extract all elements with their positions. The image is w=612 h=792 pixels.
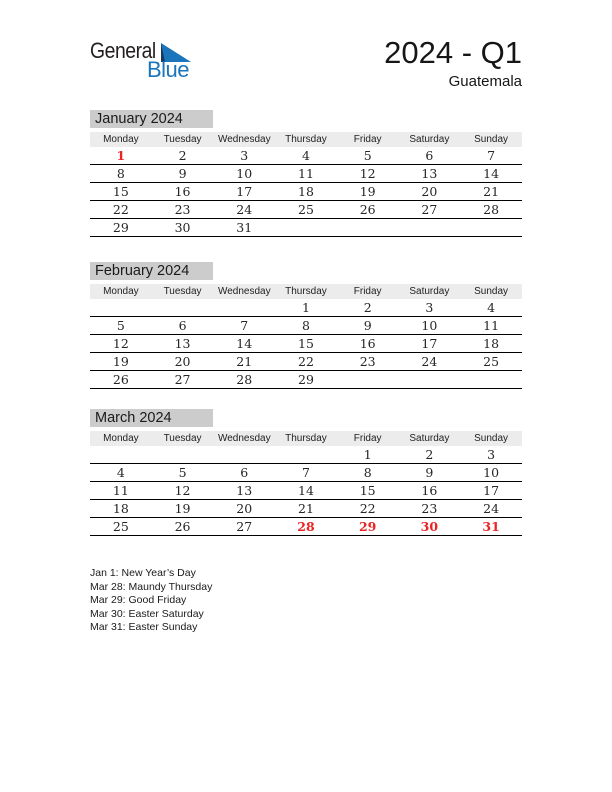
day-cell: 9	[399, 464, 461, 482]
day-cell: 10	[460, 464, 522, 482]
day-cell: 24	[213, 201, 275, 219]
empty-day-cell	[399, 219, 461, 237]
day-cell: 15	[337, 482, 399, 500]
month-title: February 2024	[90, 262, 213, 280]
day-cell: 3	[213, 147, 275, 165]
day-cell: 18	[90, 500, 152, 518]
month-calendar-table	[90, 284, 522, 389]
day-cell: 15	[90, 183, 152, 201]
empty-day-cell	[275, 219, 337, 237]
day-cell: 7	[213, 317, 275, 335]
day-cell: 7	[460, 147, 522, 165]
day-cell: 25	[90, 518, 152, 536]
week-row	[90, 317, 522, 335]
day-cell: 20	[213, 500, 275, 518]
week-row	[90, 446, 522, 464]
empty-day-cell	[337, 371, 399, 389]
day-cell: 23	[152, 201, 214, 219]
empty-day-cell	[152, 299, 214, 317]
country-subtitle: Guatemala	[448, 73, 522, 90]
day-cell: 12	[152, 482, 214, 500]
day-cell: 11	[90, 482, 152, 500]
day-cell: 2	[399, 446, 461, 464]
day-cell: 9	[337, 317, 399, 335]
day-cell: 31	[460, 518, 522, 536]
day-cell: 10	[399, 317, 461, 335]
day-cell: 28	[213, 371, 275, 389]
week-row	[90, 482, 522, 500]
week-row	[90, 201, 522, 219]
day-cell: 14	[213, 335, 275, 353]
empty-day-cell	[90, 299, 152, 317]
weekday-label: Sunday	[460, 431, 522, 446]
weekday-header-row	[90, 284, 522, 299]
day-cell: 20	[152, 353, 214, 371]
weekday-label: Friday	[337, 132, 399, 147]
day-cell: 6	[399, 147, 461, 165]
day-cell: 18	[460, 335, 522, 353]
day-cell: 16	[399, 482, 461, 500]
weekday-label: Tuesday	[152, 431, 214, 446]
month-section-february	[90, 262, 522, 389]
day-cell: 3	[399, 299, 461, 317]
day-cell: 22	[275, 353, 337, 371]
general-blue-logo	[90, 40, 191, 81]
day-cell: 20	[399, 183, 461, 201]
week-row	[90, 165, 522, 183]
week-row	[90, 371, 522, 389]
day-cell: 23	[399, 500, 461, 518]
day-cell: 24	[460, 500, 522, 518]
day-cell: 9	[152, 165, 214, 183]
week-row	[90, 335, 522, 353]
day-cell: 28	[275, 518, 337, 536]
week-row	[90, 219, 522, 237]
day-cell: 16	[152, 183, 214, 201]
weekday-label: Sunday	[460, 132, 522, 147]
weekday-label: Thursday	[275, 132, 337, 147]
empty-day-cell	[213, 299, 275, 317]
empty-day-cell	[90, 446, 152, 464]
day-cell: 8	[90, 165, 152, 183]
day-cell: 28	[460, 201, 522, 219]
day-cell: 2	[152, 147, 214, 165]
empty-day-cell	[213, 446, 275, 464]
day-cell: 12	[90, 335, 152, 353]
day-cell: 26	[90, 371, 152, 389]
day-cell: 13	[399, 165, 461, 183]
month-section-january	[90, 110, 522, 237]
week-row	[90, 464, 522, 482]
weekday-label: Wednesday	[213, 431, 275, 446]
day-cell: 11	[275, 165, 337, 183]
day-cell: 23	[337, 353, 399, 371]
logo-text-general: General	[90, 38, 156, 63]
day-cell: 27	[152, 371, 214, 389]
day-cell: 31	[213, 219, 275, 237]
day-cell: 8	[337, 464, 399, 482]
day-cell: 4	[275, 147, 337, 165]
day-cell: 25	[275, 201, 337, 219]
weekday-label: Wednesday	[213, 132, 275, 147]
empty-day-cell	[275, 446, 337, 464]
day-cell: 5	[152, 464, 214, 482]
day-cell: 18	[275, 183, 337, 201]
weekday-label: Saturday	[399, 132, 461, 147]
month-calendar-table	[90, 132, 522, 237]
day-cell: 30	[152, 219, 214, 237]
day-cell: 17	[213, 183, 275, 201]
month-section-march	[90, 409, 522, 536]
document-header	[384, 37, 522, 89]
week-row	[90, 353, 522, 371]
day-cell: 25	[460, 353, 522, 371]
day-cell: 30	[399, 518, 461, 536]
week-row	[90, 500, 522, 518]
day-cell: 12	[337, 165, 399, 183]
day-cell: 19	[337, 183, 399, 201]
day-cell: 13	[152, 335, 214, 353]
weekday-label: Friday	[337, 284, 399, 299]
day-cell: 21	[213, 353, 275, 371]
weekday-label: Thursday	[275, 284, 337, 299]
empty-day-cell	[460, 219, 522, 237]
day-cell: 3	[460, 446, 522, 464]
week-row	[90, 147, 522, 165]
day-cell: 27	[399, 201, 461, 219]
day-cell: 1	[90, 147, 152, 165]
weekday-label: Wednesday	[213, 284, 275, 299]
day-cell: 27	[213, 518, 275, 536]
day-cell: 17	[399, 335, 461, 353]
day-cell: 4	[460, 299, 522, 317]
weekday-label: Saturday	[399, 284, 461, 299]
day-cell: 21	[275, 500, 337, 518]
day-cell: 24	[399, 353, 461, 371]
empty-day-cell	[152, 446, 214, 464]
day-cell: 22	[90, 201, 152, 219]
day-cell: 11	[460, 317, 522, 335]
day-cell: 19	[152, 500, 214, 518]
weekday-label: Tuesday	[152, 284, 214, 299]
day-cell: 29	[337, 518, 399, 536]
day-cell: 14	[275, 482, 337, 500]
day-cell: 6	[213, 464, 275, 482]
day-cell: 26	[152, 518, 214, 536]
day-cell: 4	[90, 464, 152, 482]
day-cell: 16	[337, 335, 399, 353]
day-cell: 22	[337, 500, 399, 518]
holiday-item: Mar 31: Easter Sunday	[90, 621, 198, 633]
weekday-header-row	[90, 431, 522, 446]
weekday-label: Thursday	[275, 431, 337, 446]
day-cell: 15	[275, 335, 337, 353]
holiday-item: Jan 1: New Year’s Day	[90, 567, 196, 579]
day-cell: 5	[90, 317, 152, 335]
day-cell: 13	[213, 482, 275, 500]
logo-text-blue: Blue	[147, 57, 190, 82]
holiday-item: Mar 29: Good Friday	[90, 594, 187, 606]
holiday-list	[90, 567, 212, 635]
day-cell: 5	[337, 147, 399, 165]
week-row	[90, 518, 522, 536]
month-calendar-table	[90, 431, 522, 536]
holiday-item: Mar 30: Easter Saturday	[90, 607, 204, 620]
day-cell: 14	[460, 165, 522, 183]
day-cell: 10	[213, 165, 275, 183]
day-cell: 1	[337, 446, 399, 464]
day-cell: 21	[460, 183, 522, 201]
day-cell: 29	[275, 371, 337, 389]
page-title: 2024 - Q1	[384, 35, 522, 70]
day-cell: 6	[152, 317, 214, 335]
empty-day-cell	[460, 371, 522, 389]
day-cell: 8	[275, 317, 337, 335]
day-cell: 2	[337, 299, 399, 317]
holiday-item: Mar 28: Maundy Thursday	[90, 580, 213, 593]
day-cell: 29	[90, 219, 152, 237]
month-title: March 2024	[90, 409, 213, 427]
week-row	[90, 299, 522, 317]
weekday-label: Saturday	[399, 431, 461, 446]
day-cell: 26	[337, 201, 399, 219]
weekday-label: Monday	[90, 132, 152, 147]
month-title: January 2024	[90, 110, 213, 128]
day-cell: 7	[275, 464, 337, 482]
day-cell: 1	[275, 299, 337, 317]
empty-day-cell	[399, 371, 461, 389]
day-cell: 17	[460, 482, 522, 500]
weekday-label: Monday	[90, 431, 152, 446]
weekday-label: Monday	[90, 284, 152, 299]
weekday-label: Tuesday	[152, 132, 214, 147]
weekday-label: Sunday	[460, 284, 522, 299]
empty-day-cell	[337, 219, 399, 237]
weekday-label: Friday	[337, 431, 399, 446]
day-cell: 19	[90, 353, 152, 371]
week-row	[90, 183, 522, 201]
weekday-header-row	[90, 132, 522, 147]
